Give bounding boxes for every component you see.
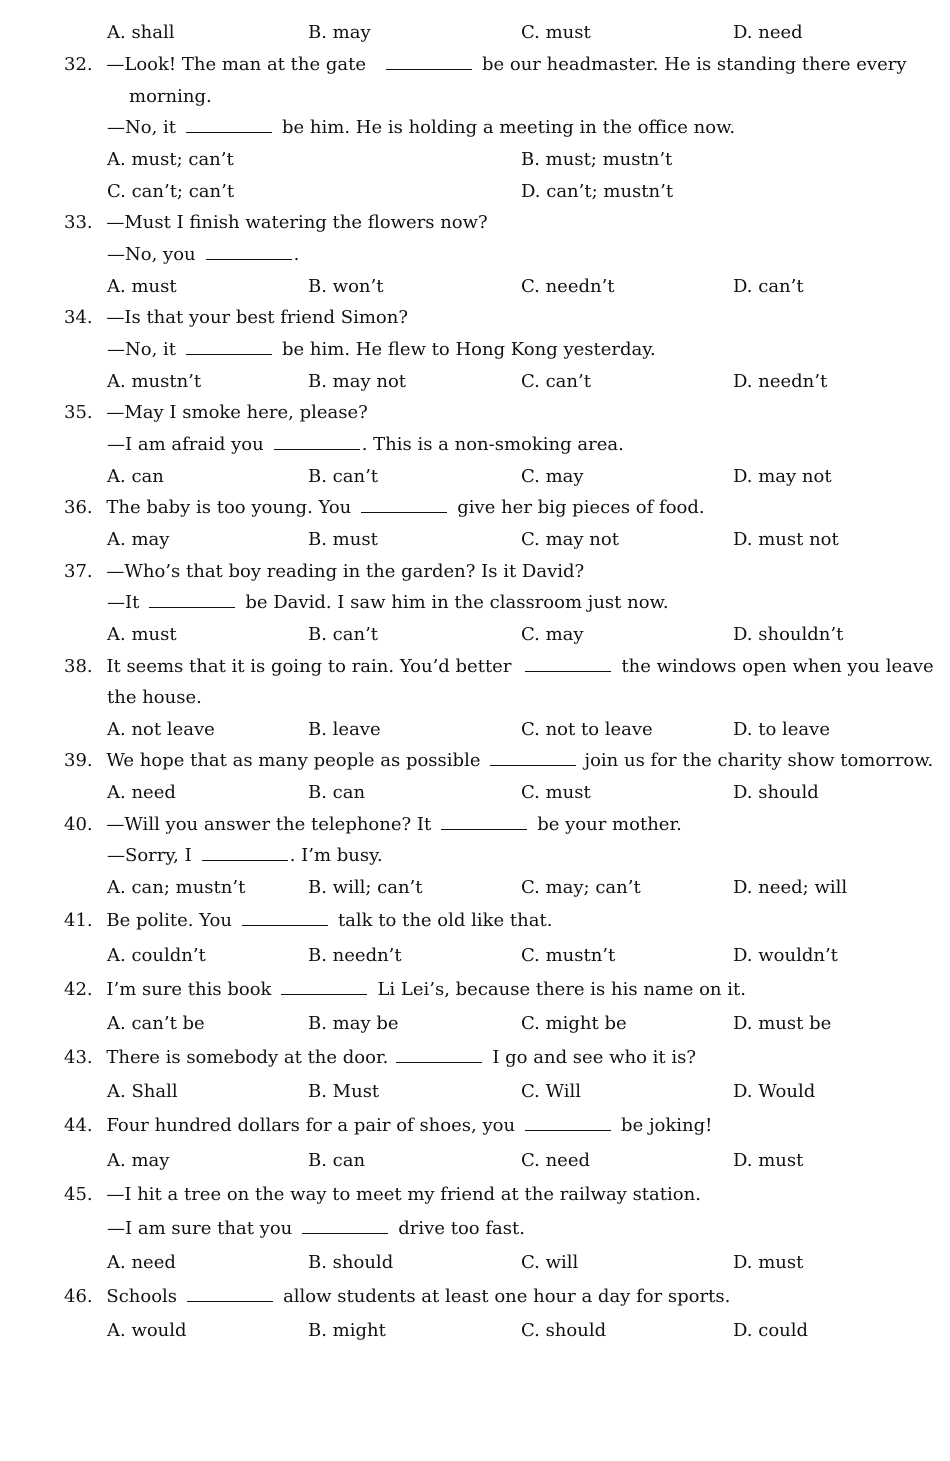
q33-blank[interactable] xyxy=(206,245,292,260)
q32-text-part3: —No, it xyxy=(107,117,177,138)
q37-text-part2: —It xyxy=(107,592,140,613)
q41-option-c[interactable]: C. mustn’t xyxy=(521,945,616,966)
q33-stem-line2 xyxy=(107,244,299,266)
q40-text-part1: —Will you answer the telephone? It xyxy=(106,814,432,835)
q41-number: 41. xyxy=(64,910,93,931)
q37-stem-line1 xyxy=(64,561,584,583)
q45-stem-line1 xyxy=(64,1184,701,1206)
q42-stem-line1 xyxy=(64,979,746,1001)
q39-option-a[interactable]: A. need xyxy=(107,782,176,803)
q44-option-b[interactable]: B. can xyxy=(308,1150,366,1171)
q46-text-part1: Schools xyxy=(106,1286,178,1307)
q34-option-d[interactable]: D. needn’t xyxy=(733,371,828,392)
q33-option-b[interactable]: B. won’t xyxy=(308,276,384,297)
q45-stem-line2 xyxy=(107,1218,525,1240)
q34-number: 34. xyxy=(64,307,93,328)
q45-number: 45. xyxy=(64,1184,93,1205)
q32-number: 32. xyxy=(64,54,93,75)
q39-text-part1: We hope that as many people as possible xyxy=(106,750,481,771)
q42-blank[interactable] xyxy=(281,980,367,995)
q32-text-part4: be him. He is holding a meeting in the office now. xyxy=(282,117,736,138)
q34-blank[interactable] xyxy=(186,340,272,355)
q35-stem-line2 xyxy=(107,434,624,456)
q43-option-a[interactable]: A. Shall xyxy=(107,1081,178,1102)
q39-blank[interactable] xyxy=(490,751,576,766)
q39-stem-line1 xyxy=(64,750,933,772)
q39-number: 39. xyxy=(64,750,93,771)
q37-text-part3: be David. I saw him in the classroom just now. xyxy=(245,592,669,613)
q44-option-a[interactable]: A. may xyxy=(107,1150,170,1171)
q40-stem-line2 xyxy=(107,845,383,867)
q33-text-part1: —Must I finish watering the flowers now? xyxy=(106,212,488,233)
q32-text-part1: —Look! The man at the gate xyxy=(106,54,366,75)
q32-option-c[interactable]: C. can’t; can’t xyxy=(107,181,235,202)
q36-number: 36. xyxy=(64,497,93,518)
q32-option-a[interactable]: A. must; can’t xyxy=(107,149,234,170)
q35-number: 35. xyxy=(64,402,93,423)
q44-stem-line1 xyxy=(64,1115,712,1137)
q40-stem-line1 xyxy=(64,814,682,836)
q44-option-d[interactable]: D. must xyxy=(733,1150,804,1171)
q46-option-d[interactable]: D. could xyxy=(733,1320,809,1341)
q35-text-part3: . This is a non-smoking area. xyxy=(361,434,624,455)
q45-text-part2: —I am sure that you xyxy=(107,1218,293,1239)
q46-blank[interactable] xyxy=(187,1287,273,1302)
q37-stem-line2 xyxy=(107,592,669,614)
q35-text-part2: —I am afraid you xyxy=(107,434,264,455)
q32-blank-2[interactable] xyxy=(186,118,272,133)
q40-text-part4: . I’m busy. xyxy=(289,845,383,866)
q31-option-d[interactable]: D. need xyxy=(733,22,803,43)
q44-text-part2: be joking! xyxy=(621,1115,713,1136)
q44-number: 44. xyxy=(64,1115,93,1136)
q38-text-part2: the windows open when you leave xyxy=(621,656,934,677)
q42-number: 42. xyxy=(64,979,93,1000)
q42-option-a[interactable]: A. can’t be xyxy=(107,1013,205,1034)
q31-option-c[interactable]: C. must xyxy=(521,22,591,43)
q45-option-d[interactable]: D. must xyxy=(733,1252,804,1273)
q40-option-c[interactable]: C. may; can’t xyxy=(521,877,641,898)
q38-stem-line2: the house. xyxy=(107,687,202,708)
q34-stem-line2 xyxy=(107,339,656,361)
q37-option-a[interactable]: A. must xyxy=(107,624,177,645)
q33-option-a[interactable]: A. must xyxy=(107,276,177,297)
q45-blank[interactable] xyxy=(302,1219,388,1234)
q41-option-b[interactable]: B. needn’t xyxy=(308,945,402,966)
q31-option-b[interactable]: B. may xyxy=(308,22,371,43)
q41-blank[interactable] xyxy=(242,911,328,926)
q36-stem-line1 xyxy=(64,497,705,519)
q36-text-part1: The baby is too young. You xyxy=(106,497,352,518)
q36-option-d[interactable]: D. must not xyxy=(733,529,839,550)
q38-number: 38. xyxy=(64,656,93,677)
q38-option-a[interactable]: A. not leave xyxy=(107,719,215,740)
q43-blank[interactable] xyxy=(396,1048,482,1063)
q33-text-part2: —No, you xyxy=(107,244,196,265)
q40-option-b[interactable]: B. will; can’t xyxy=(308,877,423,898)
q43-text-part2: I go and see who it is? xyxy=(492,1047,696,1068)
q32-stem-line3 xyxy=(107,117,735,139)
q44-text-part1: Four hundred dollars for a pair of shoes, you xyxy=(106,1115,516,1136)
q35-blank[interactable] xyxy=(274,435,360,450)
q41-option-d[interactable]: D. wouldn’t xyxy=(733,945,838,966)
q35-stem-line1 xyxy=(64,402,368,424)
q43-number: 43. xyxy=(64,1047,93,1068)
q40-option-d[interactable]: D. need; will xyxy=(733,877,848,898)
q41-option-a[interactable]: A. couldn’t xyxy=(107,945,206,966)
q40-text-part2: be your mother. xyxy=(537,814,682,835)
q45-text-part1: —I hit a tree on the way to meet my friend at the railway station. xyxy=(106,1184,701,1205)
q39-option-c[interactable]: C. must xyxy=(521,782,591,803)
q32-option-b[interactable]: B. must; mustn’t xyxy=(521,149,673,170)
q32-text-part2: be our headmaster. He is standing there every xyxy=(481,54,907,75)
q36-blank[interactable] xyxy=(361,498,447,513)
q33-number: 33. xyxy=(64,212,93,233)
q38-blank[interactable] xyxy=(525,657,611,672)
q36-text-part2: give her big pieces of food. xyxy=(457,497,705,518)
q38-text-part1: It seems that it is going to rain. You’d better xyxy=(106,656,512,677)
q33-option-c[interactable]: C. needn’t xyxy=(521,276,615,297)
q46-number: 46. xyxy=(64,1286,93,1307)
q40-option-a[interactable]: A. can; mustn’t xyxy=(107,877,246,898)
q42-text-part1: I’m sure this book xyxy=(106,979,272,1000)
q37-option-b[interactable]: B. can’t xyxy=(308,624,379,645)
q34-text-part3: be him. He flew to Hong Kong yesterday. xyxy=(282,339,656,360)
q45-option-a[interactable]: A. need xyxy=(107,1252,176,1273)
q35-option-a[interactable]: A. can xyxy=(107,466,164,487)
q35-option-b[interactable]: B. can’t xyxy=(308,466,379,487)
q40-blank-1[interactable] xyxy=(441,815,527,830)
q38-option-c[interactable]: C. not to leave xyxy=(521,719,653,740)
q34-option-a[interactable]: A. mustn’t xyxy=(107,371,202,392)
q33-stem-line1 xyxy=(64,212,488,234)
q38-stem-line1 xyxy=(64,656,934,678)
q36-option-b[interactable]: B. must xyxy=(308,529,378,550)
q45-option-c[interactable]: C. will xyxy=(521,1252,579,1273)
q43-option-b[interactable]: B. Must xyxy=(308,1081,380,1102)
q37-option-d[interactable]: D. shouldn’t xyxy=(733,624,844,645)
q32-option-d[interactable]: D. can’t; mustn’t xyxy=(521,181,674,202)
q37-option-c[interactable]: C. may xyxy=(521,624,584,645)
q36-option-a[interactable]: A. may xyxy=(107,529,170,550)
q42-option-c[interactable]: C. might be xyxy=(521,1013,627,1034)
q34-text-part2: —No, it xyxy=(107,339,177,360)
q33-text-part3: . xyxy=(293,244,300,265)
q34-option-b[interactable]: B. may not xyxy=(308,371,407,392)
q45-text-part3: drive too fast. xyxy=(398,1218,525,1239)
q31-option-a[interactable]: A. shall xyxy=(107,22,175,43)
q46-option-c[interactable]: C. should xyxy=(521,1320,607,1341)
q38-option-b[interactable]: B. leave xyxy=(308,719,381,740)
q46-option-b[interactable]: B. might xyxy=(308,1320,386,1341)
q32-stem-line1 xyxy=(64,54,907,76)
q35-option-c[interactable]: C. may xyxy=(521,466,584,487)
q41-stem-line1 xyxy=(64,910,552,932)
q35-text-part1: —May I smoke here, please? xyxy=(106,402,368,423)
q41-text-part2: talk to the old like that. xyxy=(337,910,553,931)
q43-text-part1: There is somebody at the door. xyxy=(106,1047,389,1068)
q43-option-d[interactable]: D. Would xyxy=(733,1081,816,1102)
q44-option-c[interactable]: C. need xyxy=(521,1150,590,1171)
q43-stem-line1 xyxy=(64,1047,696,1069)
q36-option-c[interactable]: C. may not xyxy=(521,529,619,550)
q39-option-d[interactable]: D. should xyxy=(733,782,819,803)
q42-option-d[interactable]: D. must be xyxy=(733,1013,832,1034)
q46-option-a[interactable]: A. would xyxy=(107,1320,187,1341)
q42-text-part2: Li Lei’s, because there is his name on it. xyxy=(377,979,746,1000)
q32-blank-1[interactable] xyxy=(386,55,472,70)
q37-text-part1: —Who’s that boy reading in the garden? Is it David? xyxy=(106,561,585,582)
q34-text-part1: —Is that your best friend Simon? xyxy=(106,307,408,328)
q39-text-part2: join us for the charity show tomorrow. xyxy=(584,750,934,771)
q38-option-d[interactable]: D. to leave xyxy=(733,719,830,740)
q39-option-b[interactable]: B. can xyxy=(308,782,366,803)
q37-number: 37. xyxy=(64,561,93,582)
q46-text-part2: allow students at least one hour a day for sports. xyxy=(283,1286,731,1307)
q40-text-part3: —Sorry, I xyxy=(107,845,192,866)
q40-number: 40. xyxy=(64,814,93,835)
q35-option-d[interactable]: D. may not xyxy=(733,466,832,487)
q40-blank-2[interactable] xyxy=(202,846,288,861)
q32-stem-line2: morning. xyxy=(129,86,212,107)
q34-stem-line1 xyxy=(64,307,408,329)
q37-blank[interactable] xyxy=(149,593,235,608)
q43-option-c[interactable]: C. Will xyxy=(521,1081,582,1102)
q42-option-b[interactable]: B. may be xyxy=(308,1013,399,1034)
q34-option-c[interactable]: C. can’t xyxy=(521,371,591,392)
q33-option-d[interactable]: D. can’t xyxy=(733,276,804,297)
q41-text-part1: Be polite. You xyxy=(106,910,232,931)
q44-blank[interactable] xyxy=(525,1116,611,1131)
q45-option-b[interactable]: B. should xyxy=(308,1252,394,1273)
q46-stem-line1 xyxy=(64,1286,730,1308)
